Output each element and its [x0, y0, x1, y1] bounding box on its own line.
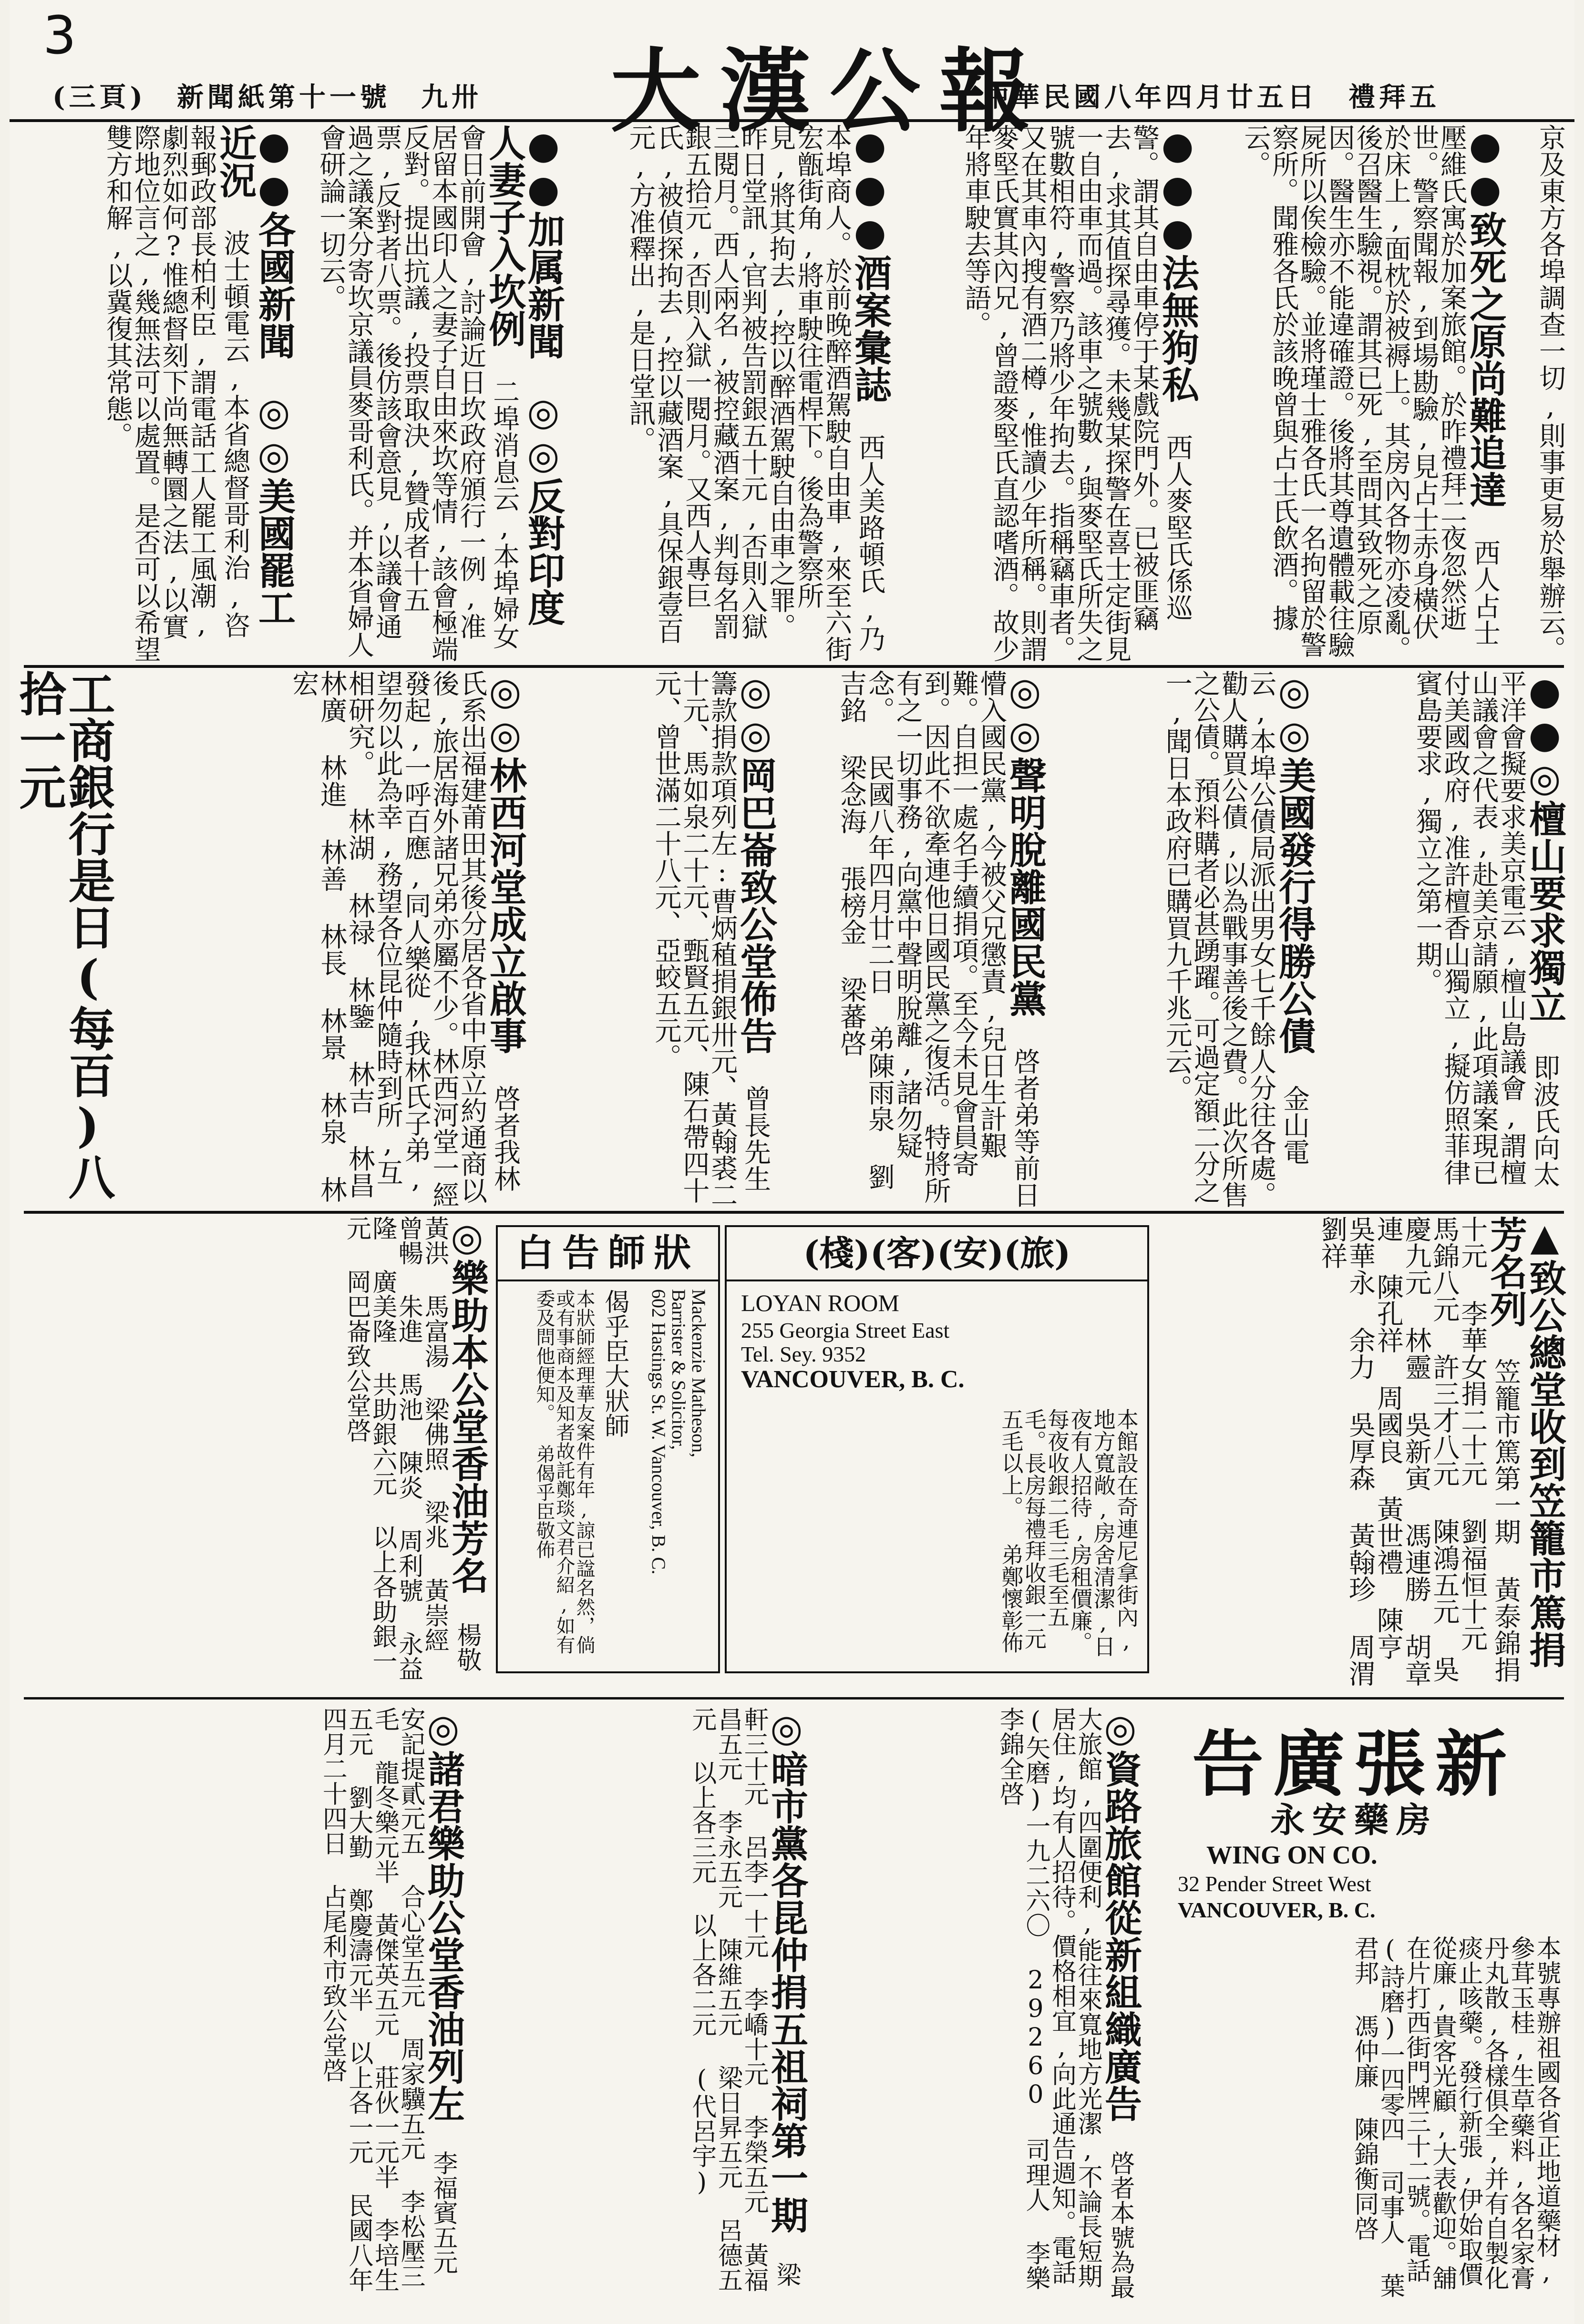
notice-4-body: 曾長先生籌款捐款項列左:曹炳稙捐銀卅元、黃翰裘二十元、馬如泉二十元、甄賢五元、陳石帶四十元、曾世滿二十八元、亞蛟五元。	[650, 670, 771, 1208]
notice-1-title: ●●◎檀山要求獨立	[1523, 670, 1566, 1023]
section-divider-1	[24, 665, 1564, 668]
ad-4-en-3: Tel. Sey. 9352	[741, 1342, 866, 1366]
date-label: 中華民國八年四月廿五日 禮拜五	[982, 82, 1440, 113]
ad-3-head: 白告師狀	[498, 1227, 718, 1281]
article-1-title: ●●致死之原尚難追達	[1463, 124, 1507, 508]
ad-4-sig: 弟鄭懷彰佈	[998, 1544, 1024, 1653]
ad-4-hotel	[725, 1225, 1149, 1673]
ad-3-body-text: 本狀師經理華友案件有年,諒已諡名然，倘或有事商本及知者故託鄭琰文君介紹,如有委及問他便知。	[533, 1289, 595, 1654]
notice-3-signers: 弟陳雨泉 劉吉銘 梁念海 張榜金 梁蕃啓	[836, 670, 895, 1190]
newspaper-title: 大漢公報	[610, 38, 1049, 144]
notice-3-title: ◎◎聲明脫離國民黨	[1003, 670, 1047, 1017]
ad-3-en-3: 602 Hastings St. W. Vancouver, B. C.	[648, 1289, 669, 1575]
notice-2-title: ◎◎美國發行得勝公債	[1273, 670, 1316, 1054]
notice-1	[1316, 670, 1564, 1208]
ad-4-en-1: LOYAN ROOM	[741, 1290, 899, 1316]
ad-6	[472, 1707, 806, 2303]
ad-8-body-text: 本號專辦祖國各省正地道藥材,參茸玉桂,生草藥料,各名家膏丹丸散,各樣俱全,并有自製化痰止咳藥。發行新張,伊始取價從廉,貴客光顧,大表歡迎。舖在片打西街門牌三十二號。電話(詩磨)一四零四	[1376, 1935, 1561, 2290]
ad-8-en-3: VANCOUVER, B. C.	[1178, 1898, 1376, 1922]
top-section	[24, 124, 1564, 663]
ad-4-body-text: 本館設在奇連尼拿街內,地方寬敞,房舍清潔,日夜有人招待,房租價廉。每夜收銀二毛三毛至五毛。長房每禮拜收銀一元五毛以上。	[998, 1408, 1139, 1657]
ad-3-sig: 弟偈乎臣敬佈	[533, 1444, 555, 1559]
ad-2	[43, 1216, 489, 1683]
notice-3-body: 啓者弟等前日懵入國民黨,今被父兄懲責,兒日生計艱難。自担一處名手續捐項。至今未見會員寄到。因此不欲牽連他日國民黨之復活。特將所有之一切事務,向黨中聲明脫離,諸勿疑念。	[864, 670, 1040, 1208]
article-5-subtitle: ◎◎美國罷工近況	[213, 124, 296, 626]
article-3-body: 西人美路頓氏,乃本埠商人。於前晚醉酒駕駛自由車,來至六街宏甑街角,將車駛往電桿下。後為警察所見,將其拘去,控以醉酒駕駛自由車之罪。昨日堂訊,官判被告罰銀五十元,否則入獄三閱月。西人兩名,被控藏酒案,判每名罰銀五拾元,否則入獄一閱月。又西人專巨氏,被偵探拘去,控以藏酒案,具保銀壹百元,方准釋出,是日堂訊。	[625, 124, 885, 662]
ad-6-title: ◎暗市黨各昆仲捐五祖祠第一期	[765, 1707, 808, 2233]
article-1-body: 西人占士壓維氏寓於加案旅館。於昨禮拜二夜忽然逝世。警察聞報,到場勘驗,見占士赤身橫伏於床上,面枕於被褥上。其房內各物亦凌亂。後召醫生驗視。謂其已死,至問其致死之原因。醫生亦不能違確證。後將其尊遺體載往驗屍所以俟檢驗。並將瑾士雅各氏一名拘留於警察所。聞雅各氏於該晚曾與占士氏飲酒。據云。	[1240, 124, 1501, 662]
article-5-title: ●●各國新聞	[252, 124, 296, 359]
article-4-subtitle: ◎◎反對印度人妻子入坎例	[483, 124, 565, 626]
article-4-title: ●●加属新聞	[522, 124, 565, 359]
ad-8-subtitle: 永安藥房	[1270, 1800, 1438, 1840]
ad-4-head: (旅)(安)(客)(棧)	[727, 1227, 1147, 1281]
ad-4-en-2: 255 Georgia Street East	[741, 1318, 950, 1342]
ad-5	[24, 1707, 463, 2303]
middle-section	[11, 670, 1566, 1208]
notice-top: 京及東方各埠調查一切,則事更易於舉辦云。	[1535, 124, 1566, 662]
notice-1-body: 即波氏向太平洋會擬要求美京電云,檀山島議會,謂檀山議會之代表,赴美京請願,此項議案現已付美國政府,准許檀香山獨立,擬仿照菲律賓島要求,獨立之第一期。	[1411, 670, 1560, 1188]
notice-2-body: 金山電云,本埠公債局派出男女七千餘人分往各處。勸人購買公債,以為戰事善後之費。此次所售之公債。預料購者必甚踴躍。可過定額二分之一,聞日本政府已購買九千兆元云。	[1161, 670, 1310, 1208]
article-4-body: 二埠消息云,本埠婦女會日前開會,討論近日坎政府頒行一例,准居留本國印人之妻子自由來坎等情,該會極端反對。提出抗議,投票取決,贊成者十五票,反對者八票。後仿該會意見,以議會通過之議案分寄坎京議員麥哥利氏。并本省婦人會研論一切云。	[315, 124, 520, 662]
notice-2	[1047, 670, 1314, 1208]
notice-5	[114, 670, 525, 1208]
article-2	[892, 124, 1197, 663]
article-4	[296, 124, 563, 663]
masthead	[10, 0, 1574, 144]
notice-5-title: ◎◎林西河堂成立啟事	[483, 670, 527, 1054]
ad-8-en-2: 32 Pender Street West	[1178, 1872, 1371, 1896]
notice-4-title: ◎◎岡巴崙致公堂佈告	[734, 670, 777, 1054]
ad-1-body: 笠籠市篤第一期 黃泰錦捐十元 李華女捐二十元 劉福恒十元 馬錦八元 許三才八元 陳鴻五元 吳慶九元 林靈 吳新寅 馮連勝 胡章連 陳孔祥 周國良 黃世禮 陳亨 吳華永 余力 吳厚森 黃翰珍 周渭 劉祥	[1317, 1216, 1522, 1687]
notice-3	[777, 670, 1047, 1208]
ad-5-body: 李福賓五元 安記提貳元五 合心堂五元 周家驥五元 李松壓三毛 龍冬樂元半 黃傑英五元 莊伙一元半 李培生五元 劉大勤 鄭慶濤元半 以上各一元 民國八年四月二十四日 占尾利市致公堂啓	[318, 1707, 457, 2292]
ad-8-en-1: WING ON CO.	[1206, 1841, 1378, 1869]
ad-2-title: ◎樂助本公堂香油芳名	[445, 1216, 489, 1594]
ad-5-title: ◎諸君樂助公堂香油列左	[422, 1707, 465, 2122]
article-2-body: 西人麥堅氏係巡警。謂其自由車停于某戲院門外。已被匪竊去,求其值探尋獲。未幾某探警在喜士定街見一自由車而過。該車之號數,與麥堅氏所失之號數相符,警察乃將少年拘去。指稱竊車者。又在其車內搜有酒二樽,惟讀少年所稱。則謂麥堅氏實其內兄,曾證麥堅氏直認嗜酒。故少年將車駛去等語。	[960, 124, 1193, 662]
article-5	[26, 124, 296, 663]
article-3	[565, 124, 892, 663]
lower-section	[24, 1216, 1564, 2312]
bank-notice: 工商銀行是日(每百)八拾一元	[11, 670, 115, 1200]
ad-7-sig: 司理人 李樂 李錦全啓	[995, 1707, 1050, 2290]
ad-4-en-4: VANCOUVER, B. C.	[741, 1366, 965, 1393]
ad-8-wing-on	[1149, 1707, 1559, 2303]
ad-8-sig: 司事人 葉君邦 馮仲廉 陳錦衡同啓	[1349, 1935, 1405, 2298]
issue-label: (三頁) 新聞紙第十一號 九卅	[52, 82, 482, 113]
notice-5-body: 啓者我林氏系出福建莆田其後分居各省中原立約通商以後,旅居海外諸兄弟亦屬不少。林西河堂一經發起,一呼百應,同人樂從,我林氏子弟,望勿以此為幸,務望各位昆仲隨時到所,互相研究。	[344, 670, 521, 1208]
ad-8-big-title: 告廣張新	[1192, 1722, 1516, 1806]
ad-3-english	[632, 1289, 709, 1666]
section-divider-2	[24, 1211, 1564, 1214]
article-5-body: 波士頓電云,本省總督哥利治,咨報郵政部長柏利臣,謂電話工人罷工風潮,劇烈如何?惟總督刻下尚無轉圜之法,以實際地位言之,幾無法可以處置。是否可以希望雙方和解,以冀復其常態。	[102, 124, 251, 662]
article-1	[1199, 124, 1507, 663]
notice-3-date: 民國八年四月廿二日	[864, 754, 895, 994]
article-2-title: ●●●法無狗私	[1156, 124, 1199, 403]
ad-1-text	[1154, 1216, 1564, 1692]
ad-7-body: 啓者本號為最大旅館,四圍便利,能往來寬地方光潔,不論長短期居住,均有人招待。價格相宜,向此通告週知。電話(矢磨)一九二六〇 29260	[1021, 1707, 1134, 2299]
ad-1-title: ▲致公總堂收到笠籠市篤捐芳名列	[1484, 1216, 1566, 1668]
ad-3-lawyer	[496, 1225, 720, 1673]
newspaper-page	[10, 0, 1574, 2324]
notice-4	[527, 670, 775, 1208]
ad-7	[815, 1707, 1140, 2303]
ad-3-body	[499, 1289, 594, 1666]
ad-6-body: 梁軒三十元 呂李一十元 李嶠十元 李榮五元 黃福昌五元 李永五元 陳維五元 梁日昇五元 呂德五元 以上各三元 以上各二元	[687, 1707, 801, 2292]
ad-3-cn-name: 偈乎臣大狀師	[600, 1289, 629, 1438]
ad-7-title: ◎資路旅館從新組織廣告	[1099, 1707, 1142, 2122]
ad-1	[1154, 1216, 1564, 1692]
ad-3-en-1: Mackenzie Matheson,	[688, 1289, 710, 1458]
lower-divider	[24, 1697, 1564, 1699]
ad-4-body	[737, 1408, 1138, 1666]
ad-8-body	[1159, 1935, 1559, 2298]
handwritten-page-number: 3	[43, 5, 76, 66]
ad-2-body: 楊敬 黃洪 馬富湯 梁佛照 梁兆 黃崇經 曾暢 朱進 馬池 陳炎 周利號 永益隆 廣美隆 共助銀六元 以上各助銀一元 岡巴崙致公堂啓	[342, 1216, 481, 1681]
ad-6-sig: (代呂宇)	[687, 2065, 716, 2197]
article-3-title: ●●●酒案彙誌	[848, 124, 892, 403]
ad-3-en-2: Barrister & Solicitor,	[668, 1289, 689, 1450]
notice-5-names: 林湖 林禄 林鑒 林吉 林昌 林廣 林進 林善 林長 林景 林泉 林宏	[288, 670, 375, 1203]
